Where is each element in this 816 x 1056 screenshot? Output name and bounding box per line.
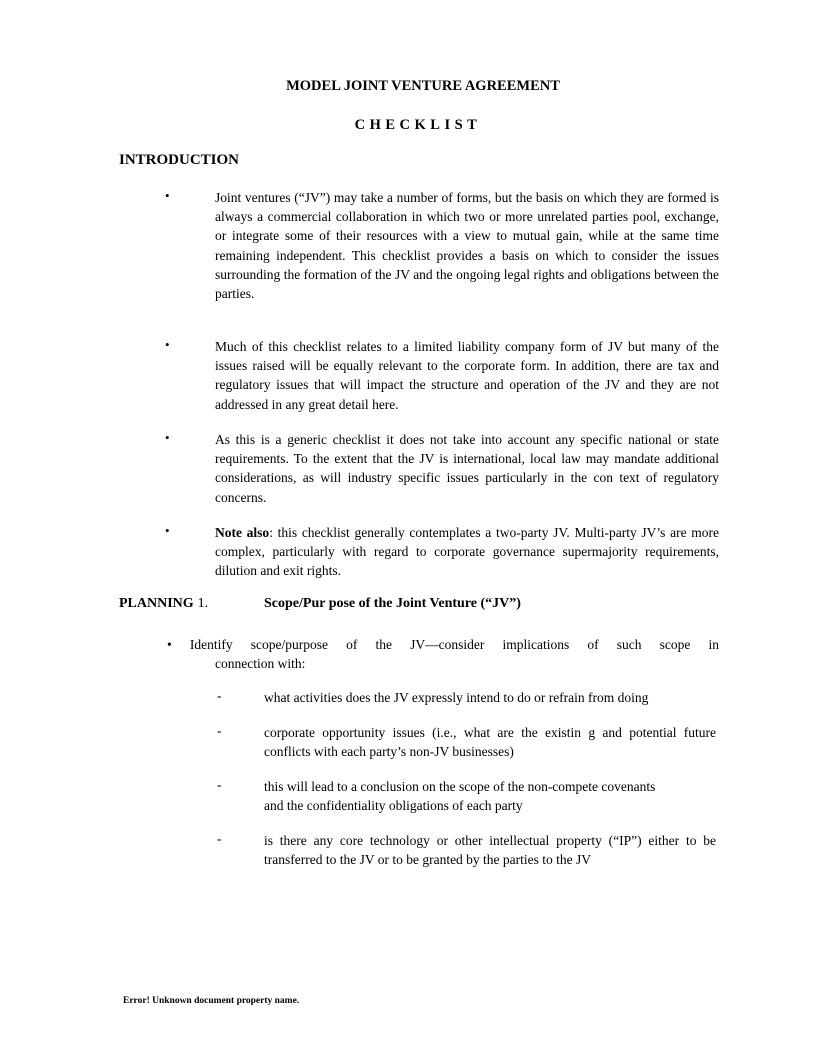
bullet-marker: • [165, 430, 170, 445]
bullet-marker: • [165, 523, 170, 538]
planning-heading [119, 596, 521, 612]
introduction-heading: INTRODUCTION [119, 152, 240, 168]
document-subtitle: CHECKLIST [354, 117, 482, 133]
intro-paragraph-1: Joint ventures (“JV”) may take a number of forms, but the basis on which they are formed is always a commercial collaboration in which two or more unrelated parties pool, exchange, or integrate some of their resources with a view to mutual gain, while at the same time remaining independent. This checklist provides a basis on which to consider the issues surrounding the formation of the JV and the ongoing legal rights and obligations between the parties. [215, 190, 719, 302]
note-label: Note also [215, 525, 270, 540]
scope-item-3: this will lead to a conclusion on the scope of the non-compete covenants and the confidentiality obligations of each party [264, 779, 656, 814]
document-title: MODEL JOINT VENTURE AGREEMENT [286, 78, 560, 94]
dash-marker: - [217, 688, 222, 703]
identify-bullet: • [167, 637, 172, 652]
planning-label: PLANNING [119, 596, 194, 611]
dash-marker: - [217, 777, 222, 792]
planning-section-title: Scope/Pur pose of the Joint Venture (“JV”) [264, 596, 521, 611]
identify-paragraph [167, 635, 719, 673]
scope-item-2: corporate opportunity issues (i.e., what are the existin g and potential future conflicts with each party’s non-JV businesses) [264, 725, 716, 760]
dash-marker: - [217, 723, 222, 738]
intro-paragraph-3: As this is a generic checklist it does not take into account any specific national or state requirements. To the extent that the JV is international, local law may mandate additional considerations, as will industry specific issues particularly in the con text of regulatory concerns. [215, 432, 719, 505]
scope-item-4: is there any core technology or other intellectual property (“IP”) either to be transferred to the JV or to be granted by the parties to the JV [264, 833, 716, 868]
intro-paragraph-2: Much of this checklist relates to a limited liability company form of JV but many of the issues raised will be equally relevant to the corporate form. In addition, there are tax and regulatory issues that will impact the structure and operation of the JV and they are not addressed in any great detail here. [215, 339, 719, 412]
identify-text-1: Identify scope/purpose of the JV—consider implications of such scope in [189, 637, 719, 652]
bullet-marker: • [165, 337, 170, 352]
intro-note-paragraph [215, 523, 719, 581]
footer-text: Error! Unknown document property name. [123, 996, 300, 1006]
scope-item-1: what activities does the JV expressly intend to do or refrain from doing [264, 690, 649, 705]
note-text: : this checklist generally contemplates a two-party JV. Multi-party JV’s are more complex, particularly with regard to corporate governance supermajority requirements, dilution and exit rights. [215, 525, 719, 579]
identify-line-2: connection with: [215, 656, 306, 672]
identify-line-1 [167, 635, 719, 654]
bullet-marker: • [165, 188, 170, 203]
planning-number: 1. [197, 596, 209, 611]
dash-marker: - [217, 831, 222, 846]
